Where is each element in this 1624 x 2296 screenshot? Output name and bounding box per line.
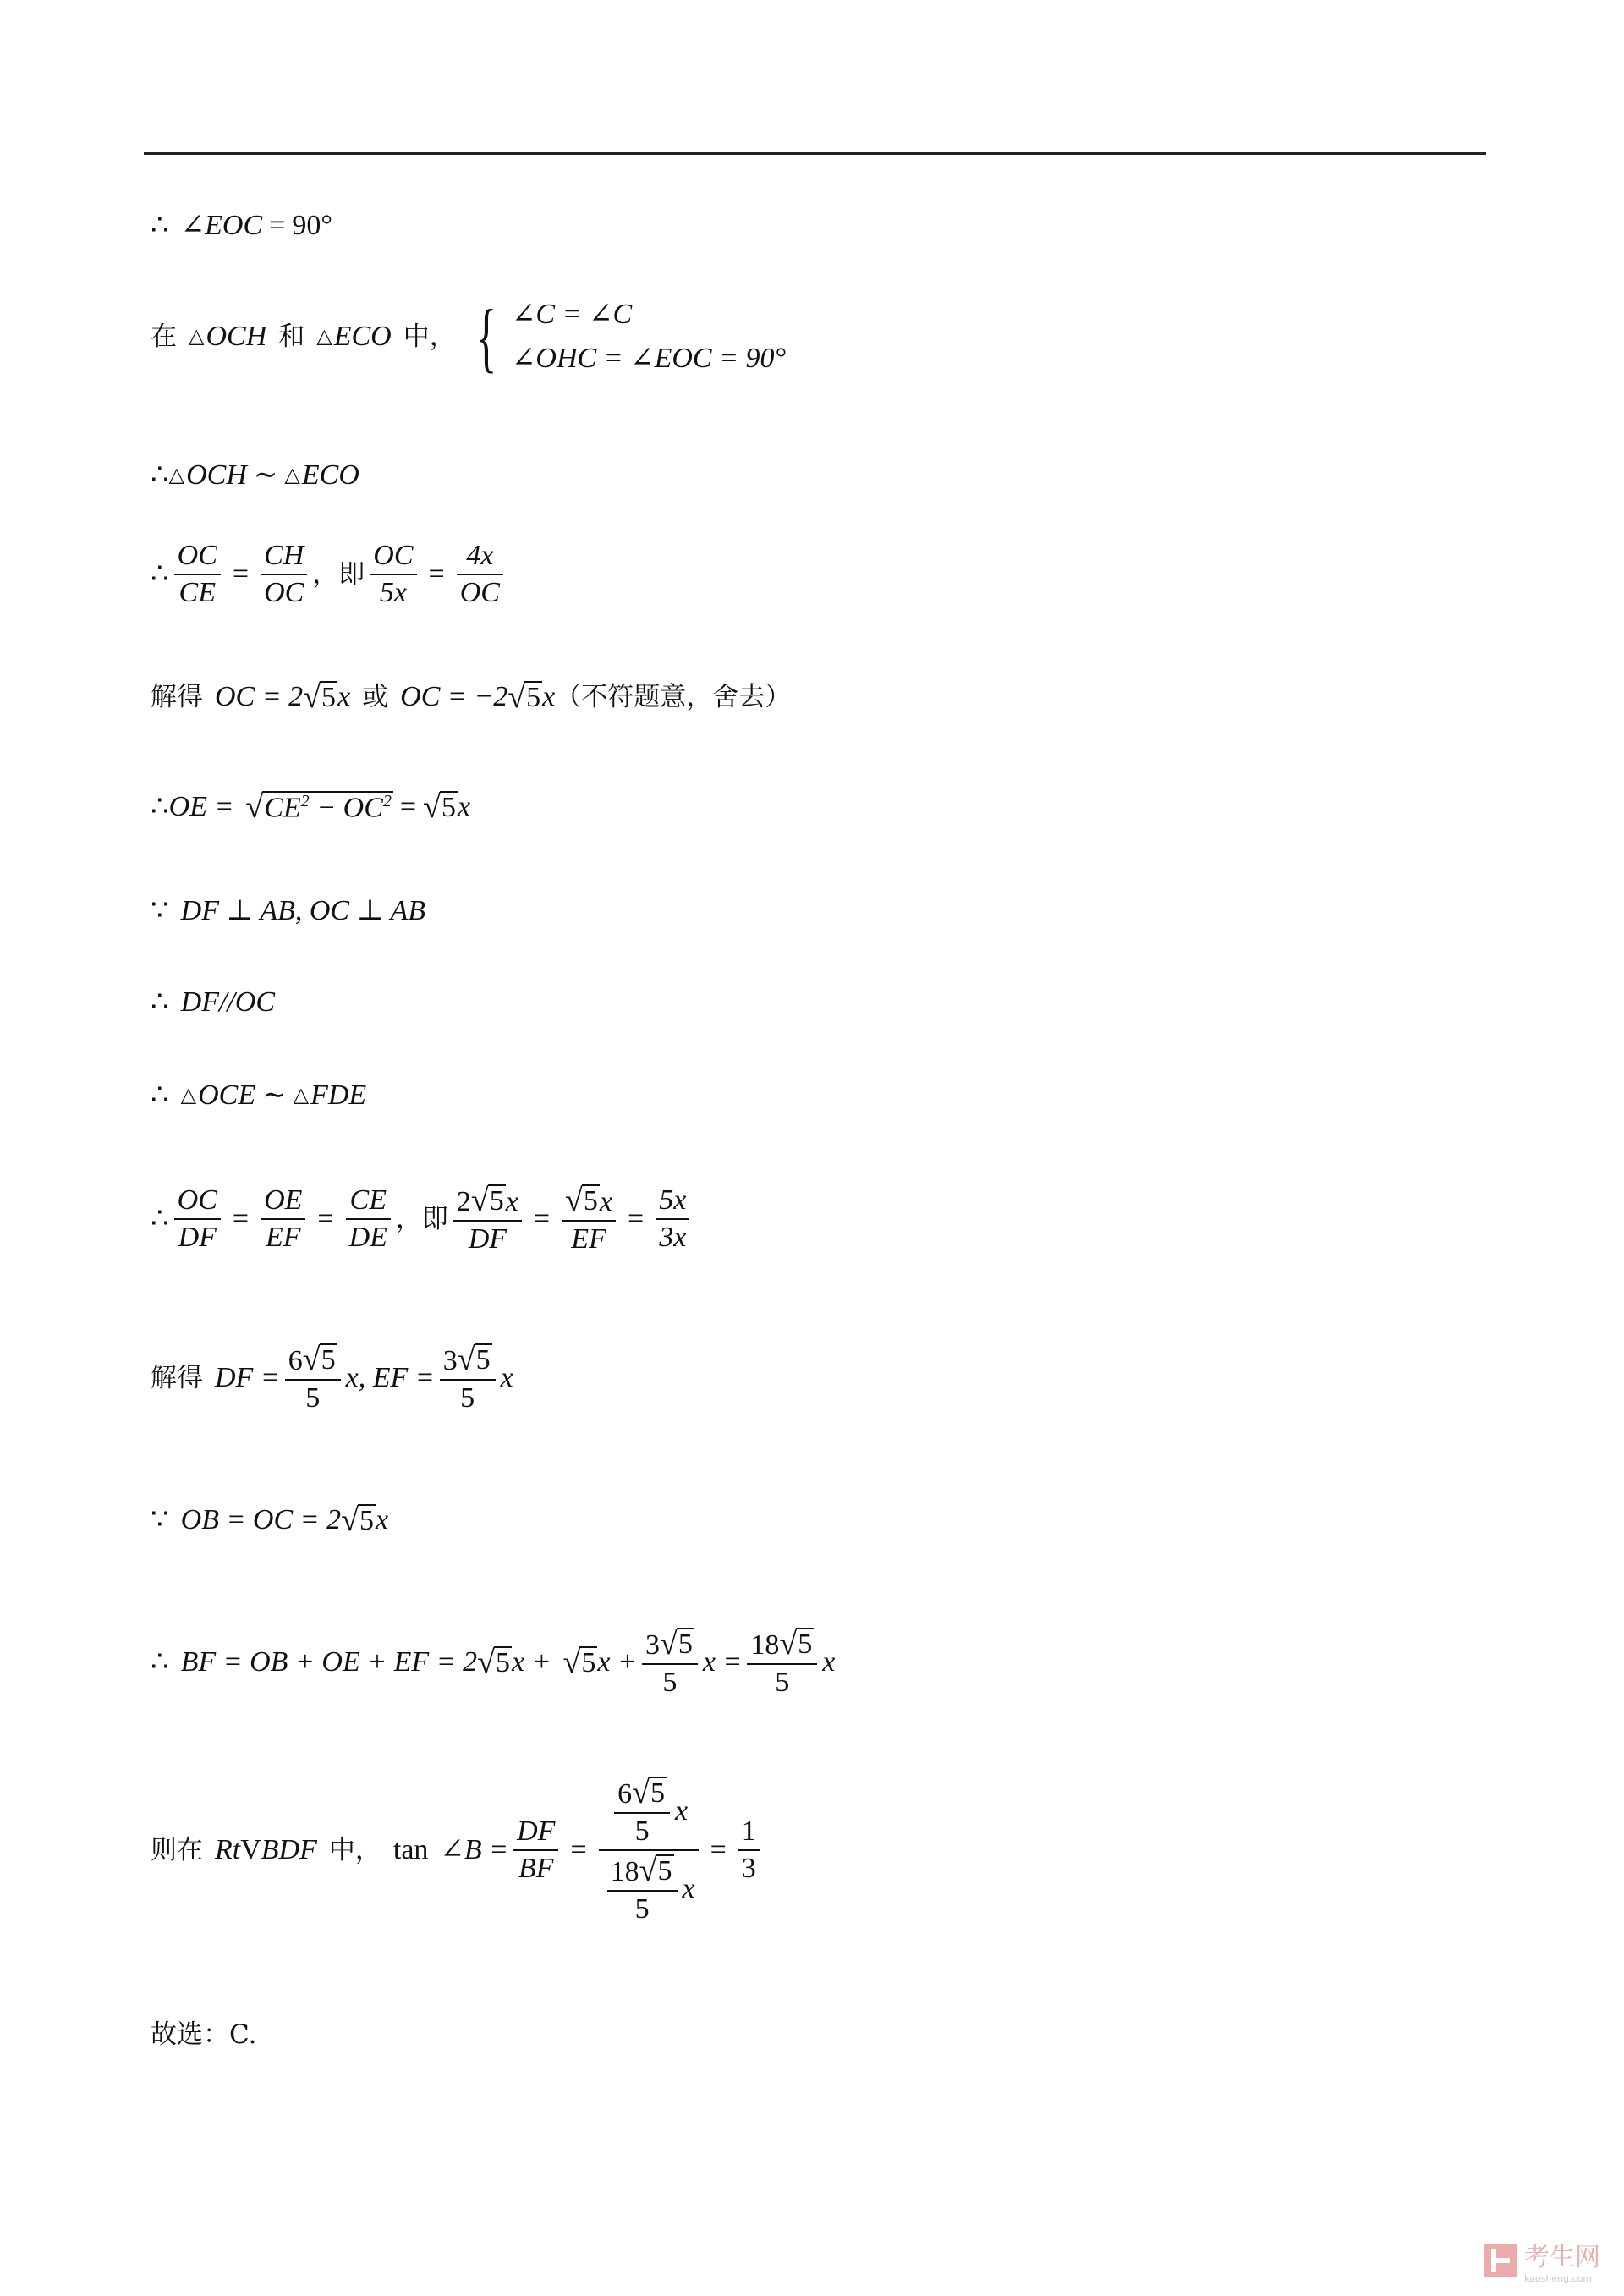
therefore-symbol: ∴ [151,558,169,590]
line-answer [151,2019,257,2050]
denominator [599,1849,699,1924]
therefore-symbol: ∴ [151,1646,169,1678]
term-oc: OC [343,792,383,824]
denominator: OC [457,574,503,607]
triangle-icon: △ [293,1085,310,1107]
numerator [606,1777,691,1849]
perpendicular-statement: DF ⊥ AB, OC ⊥ AB [180,895,425,926]
sqrt: √ $CE^2 - OC^2$ [245,789,392,825]
tan-function: tan [392,1834,429,1865]
fraction [440,1343,496,1413]
angle-value: 90° [292,210,332,241]
equals: = [533,1203,551,1234]
denominator: 5x [370,574,416,607]
equals: = [269,210,286,241]
line-oe [151,791,470,823]
line-triangles-context [151,294,787,380]
text-ji: ，即 [312,558,365,590]
coefficient: 3 [645,1629,660,1661]
fraction [174,541,221,607]
text-huo: 或 [362,681,389,712]
therefore-symbol: ∴ [151,1079,169,1111]
denominator: DF [453,1220,522,1254]
watermark [1484,2236,1600,2284]
radicand: 5 [359,1505,374,1536]
radicand: 5 [496,1647,510,1678]
fraction [261,541,307,607]
variable-x: x [542,681,556,712]
fraction [747,1628,817,1697]
denominator: EF [261,1218,305,1252]
line-tan-b [151,1777,765,1924]
fraction [261,1186,305,1252]
text-zhong: 中， [403,321,456,352]
denominator: 3x [656,1218,689,1252]
variable-x: x [675,1795,689,1826]
text-he: 和 [278,321,305,352]
line-solve-df-ef [151,1343,513,1413]
denominator: CE [174,574,221,607]
left-brace: { [475,294,497,380]
triangle-eco: ECO [333,321,392,352]
oc-expression: OC = 2 [215,681,304,712]
line-ratio-2 [151,1184,694,1254]
radicand: 5 [489,1185,504,1217]
final-answer: 故选：C. [151,2019,257,2050]
fraction [562,1184,616,1254]
radicand: 5 [581,1647,596,1678]
condition-row-1: ∠C = ∠C [511,299,633,330]
line-parallel [151,988,275,1017]
equals: = [428,558,445,590]
sqrt: √ 5 [477,1645,510,1680]
numerator: OC [177,540,217,571]
line-bf [151,1628,835,1697]
triangle-icon: △ [168,464,185,486]
term-ce: CE [264,792,301,824]
triangle-fde: FDE [310,1079,367,1111]
triangle-oce: OCE [198,1079,256,1111]
variable-x: x [599,1186,612,1217]
denominator: 3 [738,1849,760,1883]
triangle-och: OCH [186,459,247,491]
coefficient: 3 [442,1345,458,1376]
similar-symbol: ∼ [262,1079,287,1111]
coefficient: 18 [750,1629,780,1661]
equals-term: x = [702,1646,743,1678]
denominator: 5 [747,1663,817,1697]
denominator: 5 [440,1379,496,1413]
denominator: 5 [642,1663,698,1697]
fraction [738,1817,760,1883]
watermark-name: 考生网 [1524,2243,1600,2272]
denominator: EF [562,1220,616,1254]
equals: = [710,1834,727,1865]
denominator: OC [261,574,307,607]
text-jiede: 解得 [151,681,203,712]
equals: = [232,558,250,590]
oc-negative-expression: OC = −2 [400,681,508,712]
fraction [642,1628,698,1697]
sqrt: √ 5 [423,789,456,825]
radicand: 5 [475,1344,491,1376]
because-symbol: ∵ [151,1504,169,1535]
variable-x: x [375,1504,389,1535]
equals: = [570,1834,587,1865]
condition-system [512,300,786,373]
variable-x: x [822,1646,836,1678]
df-label: DF = [215,1362,280,1393]
because-symbol: ∵ [151,895,169,926]
variable-x: x [682,1873,695,1904]
triangle-eco: ECO [301,459,359,491]
equals: = [399,791,417,822]
fraction [174,1186,221,1252]
triangle-bdf: BDF [261,1834,317,1865]
rt-label: Rt [215,1834,241,1865]
equals: = [317,1203,334,1234]
numerator: 6 √ 5 [617,1775,665,1810]
fraction [656,1186,689,1252]
therefore-symbol: ∴ [151,986,169,1018]
plus-term: x + [597,1646,637,1678]
radicand: 5 [798,1629,813,1660]
line-perpendicular [151,897,425,926]
therefore-symbol: ∴ [151,1203,169,1234]
sqrt: √ 5 [341,1502,374,1538]
radicand: 5 [583,1185,598,1217]
radicand: 5 [657,1855,672,1887]
line-similar-oce-fde [151,1081,366,1110]
line-ratio-1 [151,541,508,607]
header-rule [144,152,1486,155]
fraction [614,1777,670,1846]
therefore-symbol: ∴ [151,210,169,241]
parallel-statement: DF//OC [180,986,276,1018]
ef-label: x, EF = [345,1362,435,1393]
numerator: 4x [466,540,494,571]
denominator: 5 [607,1890,678,1924]
numerator: OC [373,540,414,571]
radicand: 5 [678,1629,693,1660]
line-angle-eoc [151,211,332,240]
numerator: 2 √ 5 x [456,1183,518,1218]
numerator: CH [264,540,304,571]
line-solve-oc [151,681,791,713]
therefore-symbol: ∴ [151,459,169,491]
logo-icon [1484,2244,1517,2277]
radicand: 5 [650,1777,665,1809]
variable-x: x [457,791,471,822]
text-zeizai: 则在 [151,1834,203,1865]
fraction [346,1186,391,1252]
variable-x: x [505,1186,518,1217]
numerator: 5x [659,1184,687,1216]
radicand: 5 [321,1344,336,1376]
numerator: 3 √ 5 [442,1342,491,1377]
numerator: 18 √ 5 [610,1853,672,1888]
line-ob-oc [151,1504,388,1536]
sqrt: √ 5 [508,679,541,715]
triangle-icon: △ [189,326,205,348]
radicand: 5 [321,682,337,713]
numerator: 18 √ 5 [750,1626,813,1662]
fraction [457,541,503,607]
similar-symbol: ∼ [253,459,278,491]
fraction [453,1184,522,1254]
bf-expression: BF = OB + OE + EF = 2 [180,1646,478,1678]
oe-label: OE = [168,791,234,822]
angle-eoc: ∠EOC [180,210,263,241]
sqrt: √ 5 [303,679,337,715]
coefficient: 6 [288,1345,303,1376]
ob-oc-expression: OB = OC = 2 [180,1504,342,1535]
numerator: OC [177,1184,217,1216]
sqrt: √ 5 [562,1645,596,1680]
text-zhong: 中， [328,1834,381,1865]
numerator: OE [264,1184,303,1216]
triangle-icon: △ [284,464,300,486]
variable-x: x [337,681,351,712]
coefficient: 6 [617,1778,633,1810]
equals: = [232,1203,250,1234]
numerator: 6 √ 5 [288,1342,336,1377]
fraction [285,1343,341,1413]
radicand: 5 [441,792,456,823]
denominator: BF [513,1849,558,1883]
numerator: 1 [741,1815,756,1847]
angle-b: ∠B = [440,1834,509,1865]
equals: = [628,1203,645,1234]
denominator: 5 [285,1379,341,1413]
denominator: DE [346,1218,391,1252]
exponent: 2 [300,792,310,810]
coefficient: 18 [610,1856,639,1887]
numerator: √ 5 x [565,1183,612,1218]
numerator: 3 √ 5 [645,1626,693,1662]
text-zai: 在 [151,321,177,352]
denominator: 5 [614,1812,670,1846]
triangle-icon: △ [316,326,332,348]
therefore-symbol: ∴ [151,791,169,822]
fraction [513,1817,558,1883]
watermark-url: kaosheng.com [1524,2273,1593,2284]
text-jiede: 解得 [151,1362,203,1393]
minus: − [309,792,343,824]
numerator: CE [349,1184,387,1216]
exponent: 2 [382,792,392,810]
coefficient: 2 [456,1186,471,1217]
triangle-och: OCH [206,321,267,352]
numerator: DF [517,1815,556,1847]
plus-term: x + [512,1646,551,1678]
denominator: DF [174,1218,221,1252]
triangle-symbol: V [240,1834,261,1865]
radicand: 5 [526,682,541,713]
fraction [607,1854,678,1924]
variable-x: x [500,1362,513,1393]
radicand [262,791,393,823]
complex-fraction [599,1777,699,1924]
fraction [370,541,416,607]
text-ji: ，即 [395,1203,448,1234]
line-similar-och-eco [151,461,359,490]
watermark-text [1524,2236,1600,2284]
triangle-icon: △ [180,1085,197,1107]
condition-row-2: ∠OHC = ∠EOC = 90° [511,343,787,374]
rejection-note: （不符题意，舍去） [555,681,792,712]
